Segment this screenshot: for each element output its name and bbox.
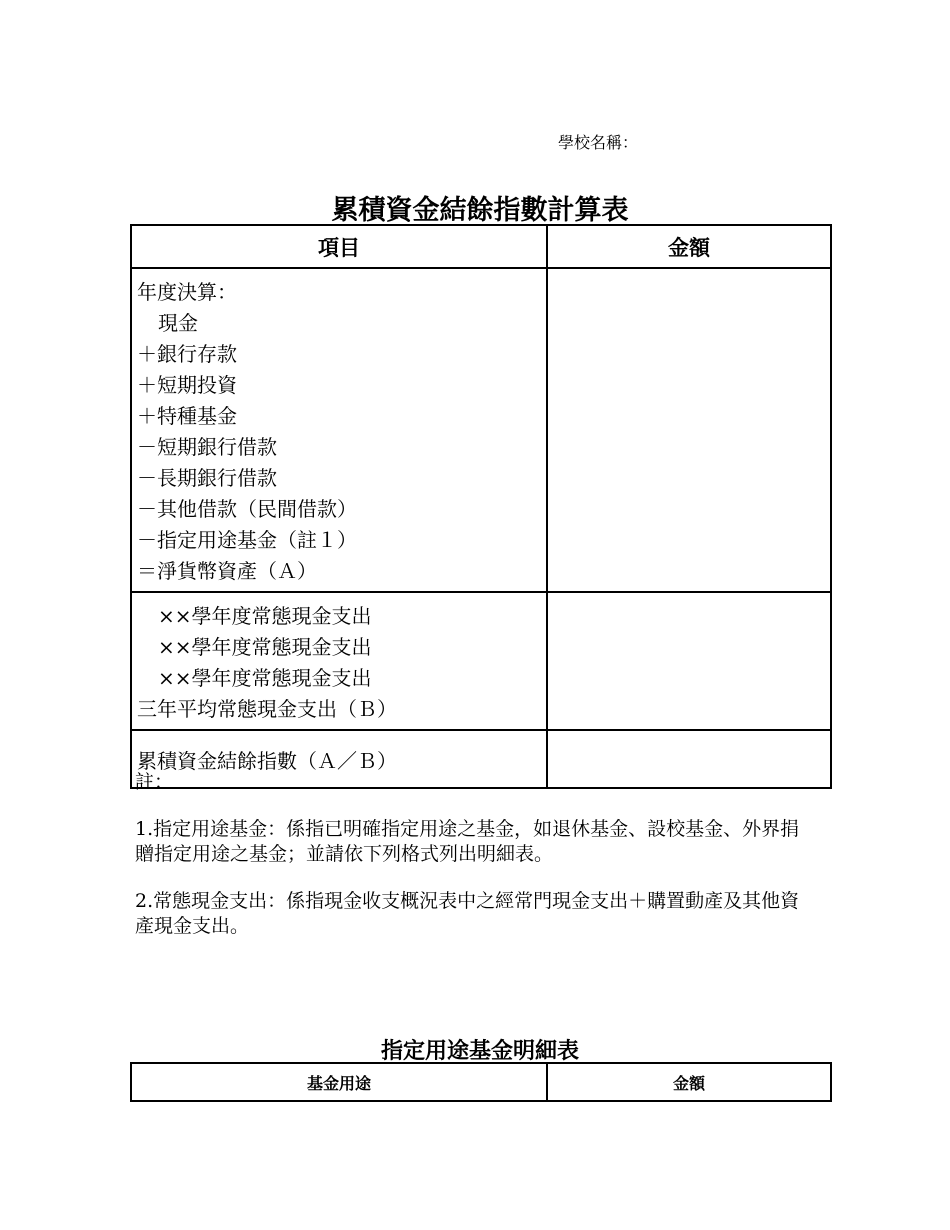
line-other-loans: －其他借款（民間借款）: [137, 497, 357, 521]
detail-table-title: 指定用途基金明細表: [380, 1039, 579, 1064]
header-amount: 金額: [547, 225, 831, 268]
line-year-cash-expense-1: ××學年度常態現金支出: [158, 604, 372, 628]
line-long-term-bank-loan: －長期銀行借款: [137, 466, 277, 490]
line-annual-settlement: 年度決算：: [137, 280, 237, 304]
line-short-term-investment: ＋短期投資: [137, 373, 237, 397]
line-special-fund: ＋特種基金: [137, 404, 237, 428]
notes-section: [135, 770, 815, 939]
fund-balance-table: [130, 224, 832, 789]
line-year-cash-expense-3: ××學年度常態現金支出: [158, 666, 372, 690]
line-year-cash-expense-2: ××學年度常態現金支出: [158, 635, 372, 659]
school-name-label: 學校名稱：: [558, 133, 639, 152]
line-three-year-average: 三年平均常態現金支出（Ｂ）: [137, 697, 397, 721]
note-designated-fund: 1.指定用途基金：係指已明確指定用途之基金，如退休基金、設校基金、外界捐贈指定用途之基金；並請依下列格式列出明細表。: [135, 818, 800, 865]
notes-heading: 註：: [135, 771, 174, 793]
section-a-items: [131, 268, 547, 592]
line-cash: 現金: [158, 311, 198, 335]
header-fund-amount: 金額: [547, 1063, 831, 1101]
section-a-row: [131, 268, 831, 592]
section-b-items: [131, 592, 547, 730]
note-cash-expense: 2.常態現金支出：係指現金收支概況表中之經常門現金支出＋購置動產及其他資產現金支出。: [135, 890, 800, 937]
header-item: 項目: [131, 225, 547, 268]
designated-fund-detail-table: [130, 1062, 832, 1102]
page-title: 累積資金結餘指數計算表: [331, 195, 629, 226]
table-header-row: [131, 225, 831, 268]
section-b-row: [131, 592, 831, 730]
ratio-label: 累積資金結餘指數（Ａ／Ｂ）: [131, 730, 547, 788]
line-net-monetary-assets: ＝淨貨幣資產（Ａ）: [137, 559, 317, 583]
line-designated-fund: －指定用途基金（註１）: [137, 528, 357, 552]
section-a-amount-cell[interactable]: [547, 268, 831, 592]
header-fund-purpose: 基金用途: [131, 1063, 547, 1101]
detail-header-row: [131, 1063, 831, 1101]
line-short-term-bank-loan: －短期銀行借款: [137, 435, 277, 459]
line-bank-deposit: ＋銀行存款: [137, 342, 237, 366]
section-b-amount-cell[interactable]: [547, 592, 831, 730]
